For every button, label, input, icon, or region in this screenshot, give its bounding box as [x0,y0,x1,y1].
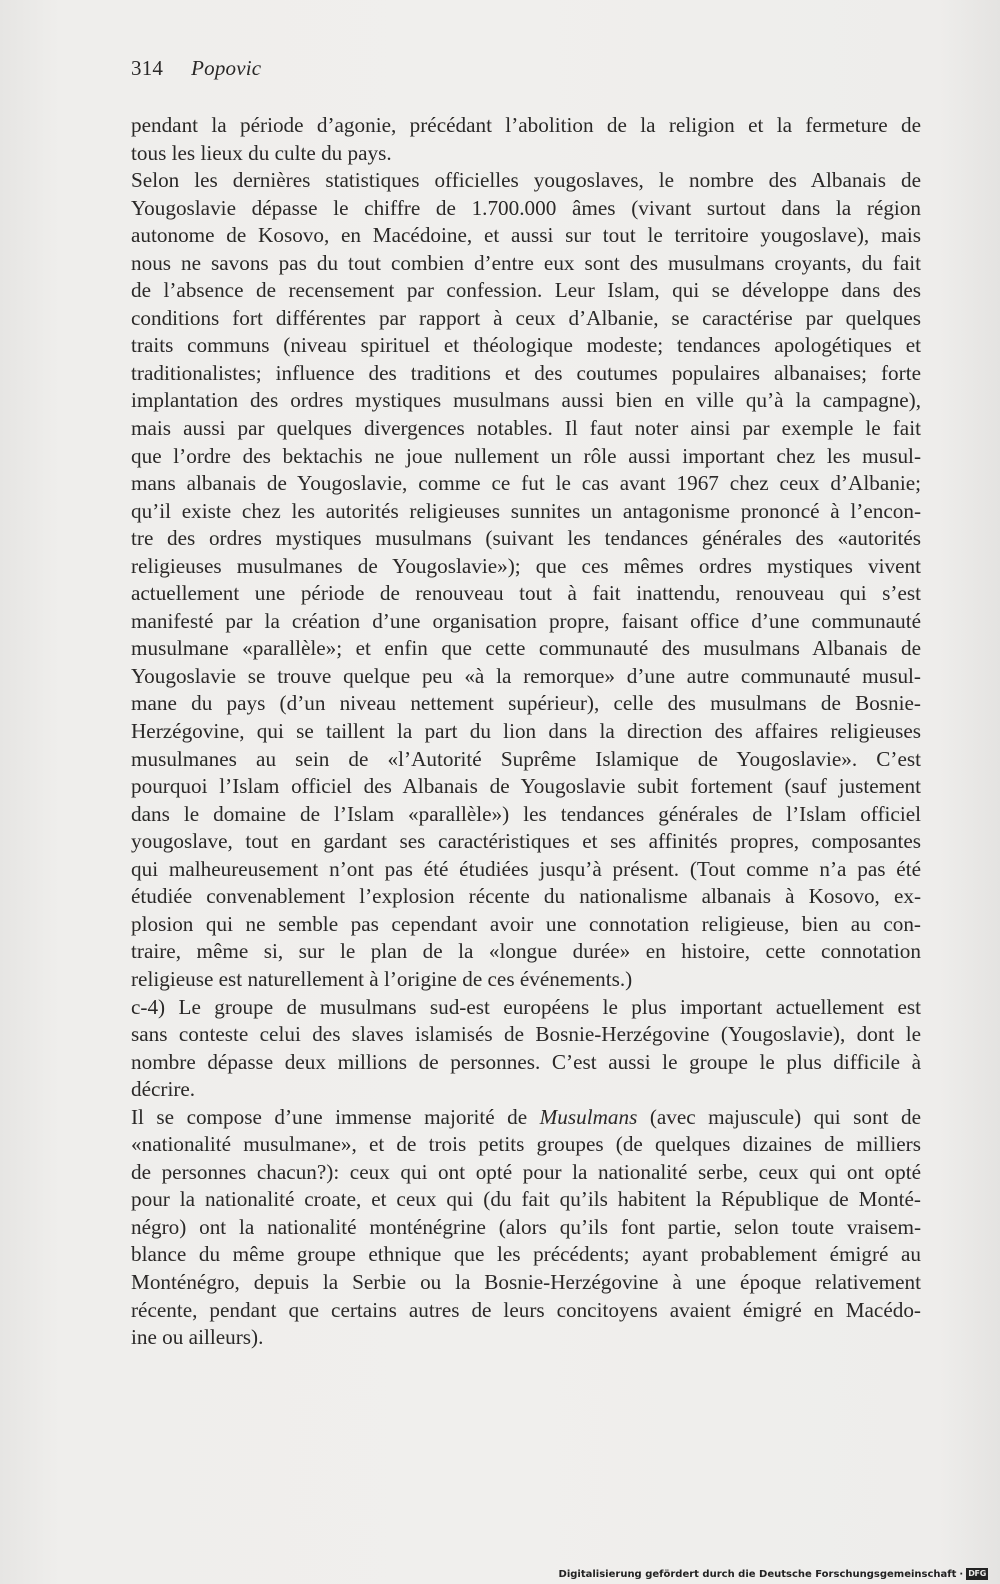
text-line: mane du pays (d’un niveau nettement supérieur), celle des musulmans de Bosnie- [131,691,921,716]
text-line: sans conteste celui des slaves islamisés de Bosnie-Herzégovine (Yougoslavie), dont le [131,1022,921,1047]
text-segment: Il se compose d’une immense majorité de [131,1104,540,1129]
text-line: Yougoslavie dépasse le chiffre de 1.700.000 âmes (vivant surtout dans la région [131,195,921,220]
text-line: tous les lieux du culte du pays. [131,140,392,165]
text-line: pour la nationalité croate, et ceux qui (du fait qu’ils habitent la République de Monté- [131,1187,921,1212]
text-line: religieuse est naturellement à l’origine de ces événements.) [131,966,633,991]
text-line: Monténégro, depuis la Serbie ou la Bosnie-Herzégovine à une époque relativement [131,1269,921,1294]
text-line: négro) ont la nationalité monténégrine (alors qu’ils font partie, selon toute vraisem- [131,1214,921,1239]
text-line: nombre dépasse deux millions de personnes. C’est aussi le groupe le plus difficile à [131,1049,921,1074]
running-head [131,56,261,81]
text-line: musulmane «parallèle»; et enfin que cette communauté des musulmans Albanais de [131,636,921,661]
text-line: implantation des ordres mystiques musulmans aussi bien en ville qu’à la campagne), [131,388,921,413]
text-line: étudiée convenablement l’explosion récente du nationalisme albanais à Kosovo, ex- [131,884,921,909]
text-line: mais aussi par quelques divergences notables. Il faut noter ainsi par exemple le fait [131,416,921,441]
text-line: Yougoslavie se trouve quelque peu «à la remorque» d’une autre communauté musul- [131,663,921,688]
text-line: musulmanes au sein de «l’Autorité Suprême Islamique de Yougoslavie». C’est [131,746,921,771]
text-line: manifesté par la création d’une organisation propre, faisant office d’une communauté [131,608,921,633]
text-line: conditions fort différentes par rapport à ceux d’Albanie, se caractérise par quelques [131,305,921,330]
text-line: ine ou ailleurs). [131,1325,264,1350]
text-line: nous ne savons pas du tout combien d’entre eux sont des musulmans croyants, du fait [131,250,921,275]
text-line: décrire. [131,1077,196,1102]
text-line: tre des ordres mystiques musulmans (suivant les tendances générales des «autorités [131,526,921,551]
text-line [131,1104,921,1132]
text-line: blance du même groupe ethnique que les précédents; ayant probablement émigré au [131,1242,921,1267]
text-line: qui malheureusement n’ont pas été étudiées jusqu’à présent. (Tout comme n’a pas été [131,856,921,881]
text-line: dans le domaine de l’Islam «parallèle») les tendances générales de l’Islam officiel [131,801,921,826]
text-line: Selon les dernières statistiques officielles yougoslaves, le nombre des Albanais de [131,168,921,193]
text-line: pendant la période d’agonie, précédant l’abolition de la religion et la fermeture de [131,113,921,137]
digitization-credit-text: Digitalisierung gefördert durch die Deutsche Forschungsgemeinschaft [558,1568,957,1580]
text-line: mans albanais de Yougoslavie, comme ce fut le cas avant 1967 chez ceux d’Albanie; [131,471,921,496]
text-line: traits communs (niveau spirituel et théologique modeste; tendances apologétiques et [131,333,921,358]
dfg-logo-icon: DFG [968,1569,986,1578]
body-text [131,112,921,1352]
text-line: qu’il existe chez les autorités religieuses sunnites un antagonisme prononcé à l’encon- [131,498,921,523]
running-head-author: Popovic [191,56,262,80]
text-line: actuellement une période de renouveau tout à fait inattendu, renouveau qui s’est [131,581,921,606]
text-line: Herzégovine, qui se taillent la part du lion dans la direction des affaires religieuses [131,719,921,744]
text-line: plosion qui ne semble pas cependant avoir une connotation religieuse, bien au con- [131,911,921,936]
digitization-credit: Digitalisierung gefördert durch die Deutsche Forschungsgemeinschaft · DFG [558,1568,986,1580]
text-line: religieuses musulmanes de Yougoslavie»); que ces mêmes ordres mystiques vivent [131,553,921,578]
text-line: autonome de Kosovo, en Macédoine, et aussi sur tout le territoire yougoslave), mais [131,223,921,248]
text-line: récente, pendant que certains autres de leurs concitoyens avaient émigré en Macédo- [131,1297,921,1322]
text-line: de personnes chacun?): ceux qui ont opté pour la nationalité serbe, ceux qui ont opté [131,1159,921,1184]
text-line: traditionalistes; influence des traditions et des coutumes populaires albanaises; forte [131,360,921,385]
text-segment: (avec majuscule) qui sont de [637,1104,921,1129]
page-number: 314 [131,56,164,80]
italic-term: Musulmans [539,1104,638,1129]
text-line: de l’absence de recensement par confession. Leur Islam, qui se développe dans des [131,278,921,303]
text-line: pourquoi l’Islam officiel des Albanais de Yougoslavie subit fortement (sauf justement [131,774,921,799]
text-line: «nationalité musulmane», et de trois petits groupes (de quelques dizaines de milliers [131,1132,921,1157]
text-line: traire, même si, sur le plan de la «longue durée» en histoire, cette connotation [131,939,921,964]
text-line: yougoslave, tout en gardant ses caractéristiques et ses affinités propres, composantes [131,829,921,854]
text-line: que l’ordre des bektachis ne joue nullement un rôle aussi important chez les musul- [131,443,921,468]
text-line: c-4) Le groupe de musulmans sud-est européens le plus important actuellement est [131,994,921,1019]
